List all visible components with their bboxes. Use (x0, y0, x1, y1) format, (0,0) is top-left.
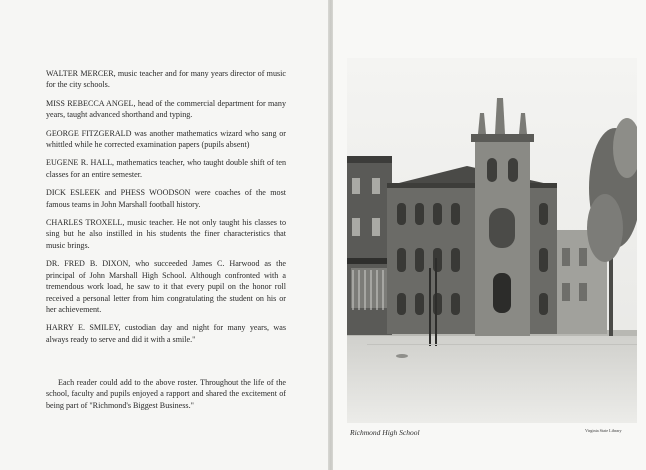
roster-entry: DICK ESLEEK and PHESS WOODSON were coaches of the most famous teams in John Marshall football history. (46, 188, 286, 209)
roster-entry: CHARLES TROXELL, music teacher. He not only taught his classes to sing but he also instilled in his students the finer characteristics that music brings. (46, 218, 286, 250)
roster-entry: HARRY E. SMILEY, custodian day and night for many years, was always ready to serve and did it with a smile." (46, 323, 286, 344)
closing-paragraph: Each reader could add to the above roster. Throughout the life of the school, faculty and pupils enjoyed a rapport and shared the excitement of being part of "Richmond's Biggest Business." (46, 378, 286, 410)
faculty-roster (46, 68, 286, 352)
roster-entry: MISS REBECCA ANGEL, head of the commercial department for many years, taught advanced shorthand and typing. (46, 98, 286, 120)
roster-entry: GEORGE FITZGERALD was another mathematics wizard who sang or whittled while he corrected examination papers (pupils absent) (46, 128, 286, 150)
photo-caption: Richmond High School (350, 428, 420, 437)
roster-entry: WALTER MERCER, music teacher and for many years director of music for the city schools. (46, 69, 286, 90)
photo-credit: Virginia State Library (585, 428, 622, 433)
roster-entry: DR. FRED B. DIXON, who succeeded James C. Harwood as the principal of John Marshall High School. Although confronted with a tremendous work load, he saw to it that every pupil on the honor roll received a personal letter from him congratulating the student on his or her achievement. (46, 259, 286, 314)
school-photograph (347, 58, 637, 423)
roster-entry: EUGENE R. HALL, mathematics teacher, who taught double shift of ten classes for an entire semester. (46, 158, 286, 179)
